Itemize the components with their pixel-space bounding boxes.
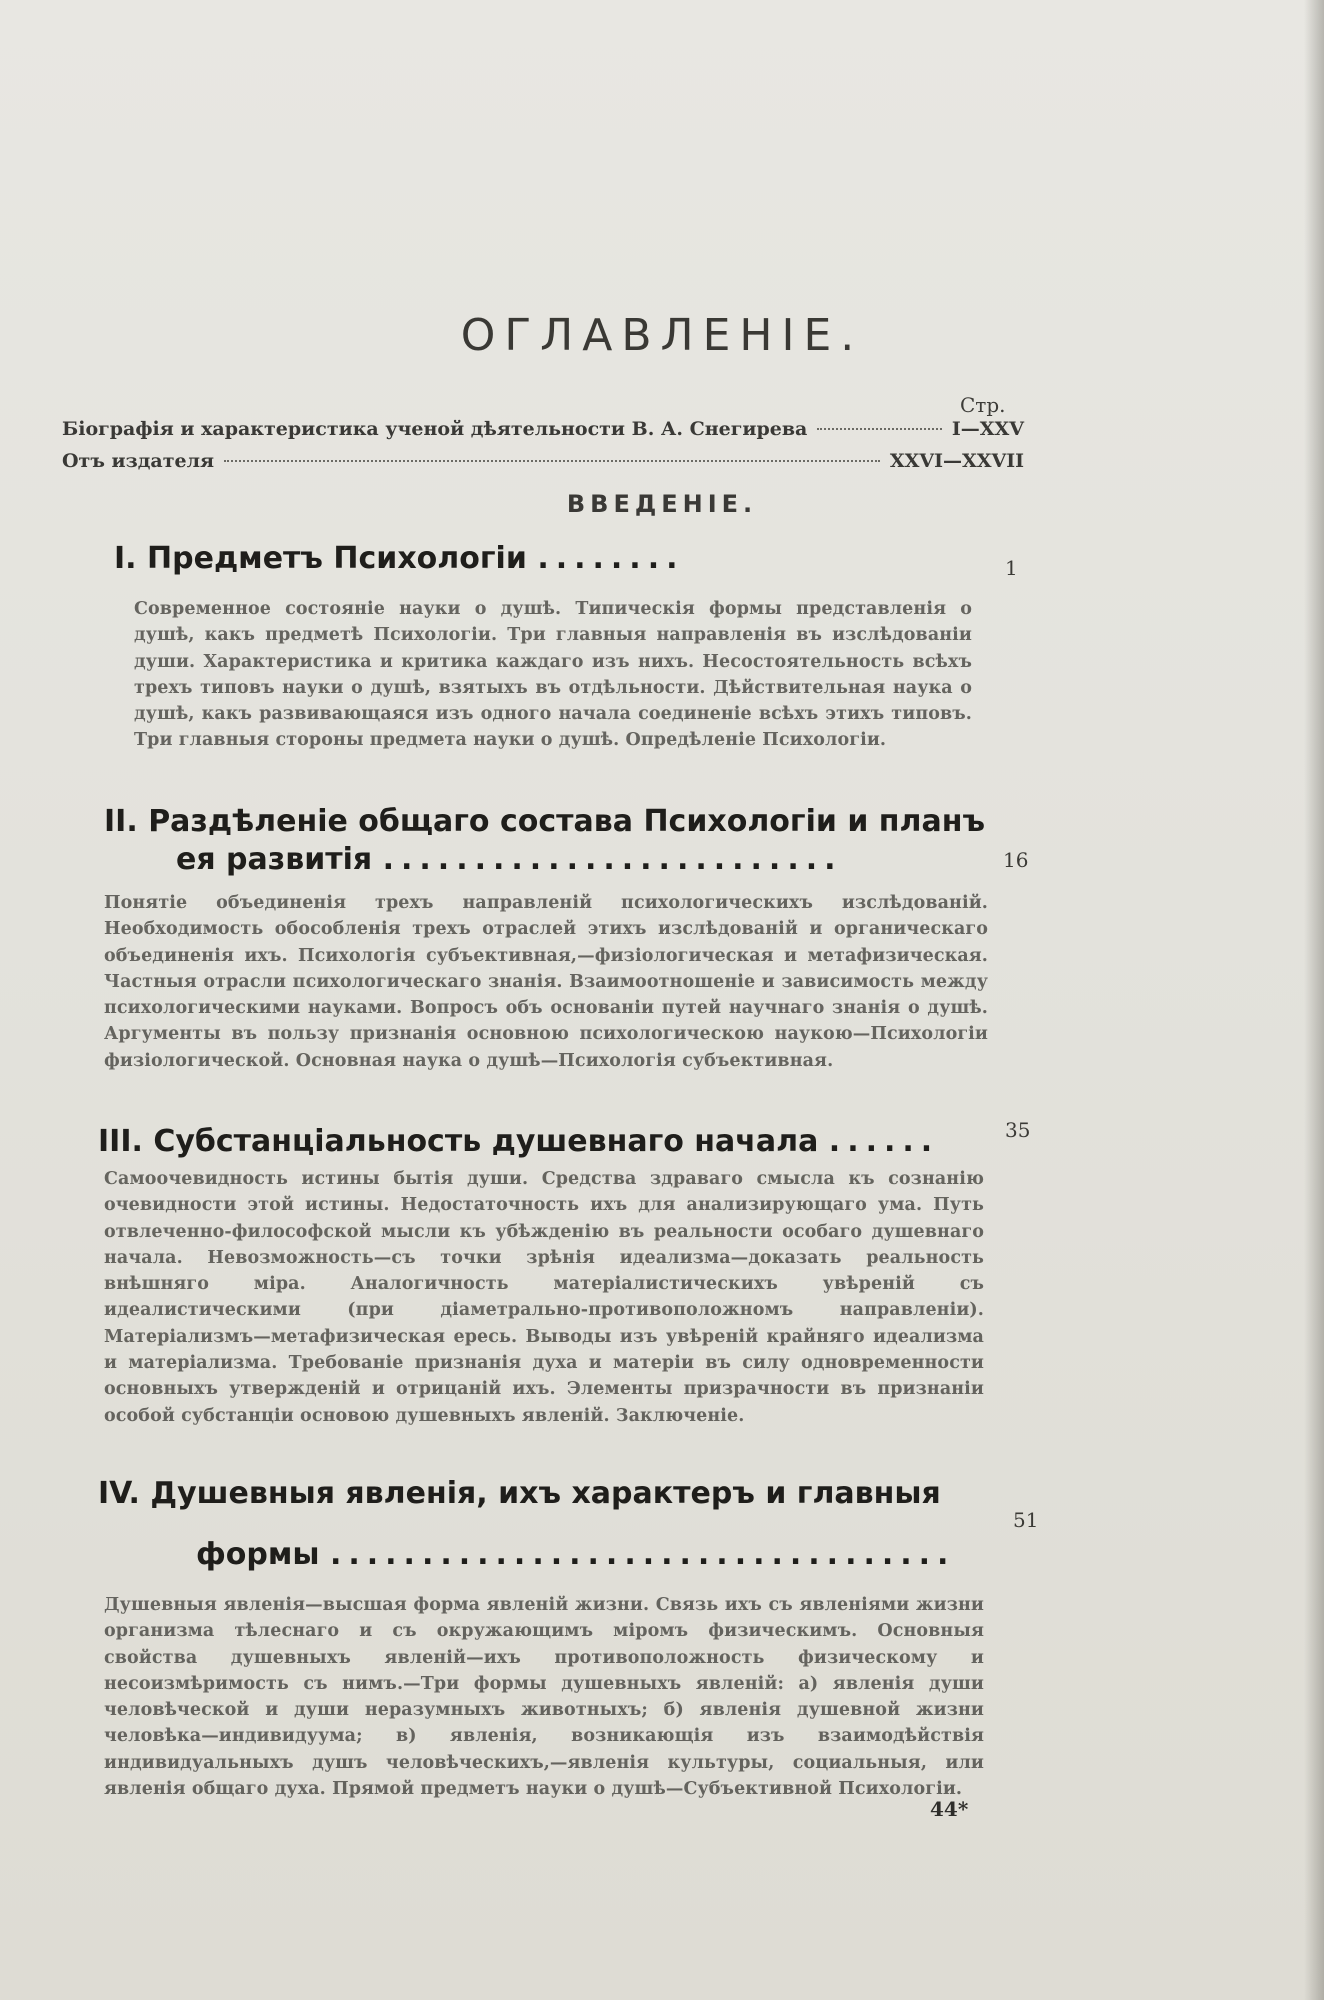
dot-leader — [817, 427, 942, 430]
front-matter-page: XXVI—XXVII — [889, 450, 1024, 472]
dot-leader: ...... — [828, 1124, 940, 1159]
entry-summary: Самоочевидность истины бытія души. Средства здраваго смысла къ сознанію очевидности этой истины. Недостаточность ихъ для анализирующаго ума. Путь отвлеченно-философской мысли къ убѣжденію въ реальности особаго душевнаго начала. Невозможность—съ точки зрѣнія идеализма—доказать реальность внѣшняго міра. Аналогичность матеріалистическихъ увѣреній съ идеалистическими (при діаметрально-противоположномъ направленіи). Матеріализмъ—метафизическая ересь. Выводы изъ увѣреній крайняго идеализма и матеріализма. Требованіе признанія духа и матеріи въ силу одновременности основныхъ утвержденій и отрицаній ихъ. Элементы призрачности въ признаніи особой субстанціи основою душевныхъ явленій. Заключеніе. — [104, 1169, 984, 1426]
toc-entry-title — [98, 1476, 941, 1511]
front-matter-row-publisher — [62, 450, 1024, 472]
front-matter-page: I—XXV — [951, 418, 1024, 440]
toc-entry-title — [114, 541, 684, 576]
entry-summary: Понятіе объединенія трехъ направленій психологическихъ изслѣдованій. Необходимость обособленія трехъ отраслей этихъ изслѣдованій и органическаго объединенія ихъ. Психологія субъективная,—физіологическая и метафизическая. Частныя отрасли психологическаго знанія. Взаимоотношеніе и зависимость между психологическими науками. Вопросъ объ основаніи путей научнаго знанія о душѣ. Аргументы въ пользу признанія основною психологическою наукою—Психологіи физіологической. Основная наука о душѣ—Психологія субъективная. — [104, 893, 988, 1071]
toc-entry-title-continuation — [176, 842, 843, 877]
page-column-label: Стр. — [960, 393, 1006, 417]
entry-title-text: Душевныя явленія, ихъ характеръ и главныя — [150, 1476, 941, 1511]
entry-title-text: Предметъ Психологіи — [147, 541, 527, 576]
entry-title-text: ея развитія — [176, 842, 373, 877]
entry-page-number: 51 — [1013, 1508, 1039, 1532]
entry-numeral: I. — [114, 541, 137, 576]
entry-page-number: 35 — [1005, 1118, 1031, 1142]
dot-leader: ........ — [537, 541, 685, 576]
dot-leader — [224, 459, 880, 462]
section-heading: ВВЕДЕНІЕ. — [566, 490, 758, 518]
front-matter-label: Біографія и характеристика ученой дѣятельности В. А. Снегирева — [62, 418, 808, 440]
entry-numeral: IV. — [98, 1476, 140, 1511]
front-matter-row-biography — [62, 418, 1024, 440]
dot-leader: .................................. — [329, 1537, 956, 1572]
entry-title-text: Раздѣленіе общаго состава Психологіи и планъ — [148, 804, 986, 839]
page-title: ОГЛАВЛЕНІЕ. — [460, 310, 864, 361]
front-matter-label: Отъ издателя — [62, 450, 214, 472]
entry-page-number: 1 — [1005, 556, 1018, 580]
entry-title-text: формы — [196, 1537, 320, 1572]
toc-entry-title — [98, 1124, 939, 1159]
dot-leader: ......................... — [382, 842, 843, 877]
signature-mark: 44* — [930, 1797, 969, 1821]
toc-entry-title-continuation — [196, 1537, 955, 1572]
toc-entry-title — [104, 804, 985, 839]
entry-numeral: II. — [104, 804, 138, 839]
entry-page-number: 16 — [1003, 848, 1029, 872]
entry-numeral: III. — [98, 1124, 143, 1159]
entry-summary: Душевныя явленія—высшая форма явленій жизни. Связь ихъ съ явленіями жизни организма тѣлеснаго и съ окружающимъ міромъ физическимъ. Основныя свойства душевныхъ явленій—ихъ противоположность физическому и несоизмѣримость съ нимъ.—Три формы душевныхъ явленій: а) явленія души человѣческой и души неразумныхъ животныхъ; б) явленія душевной жизни человѣка—индивидуума; в) явленія, возникающія изъ взаимодѣйствія индивидуальныхъ душъ человѣческихъ,—явленія культуры, социальныя, или явленія общаго духа. Прямой предметъ науки о душѣ—Субъективной Психологіи. — [104, 1595, 984, 1800]
entry-summary: Современное состояніе науки о душѣ. Типическія формы представленія о душѣ, какъ предметѣ Психологіи. Три главныя направленія въ изслѣдованіи души. Характеристика и критика каждаго изъ нихъ. Несостоятельность всѣхъ трехъ типовъ науки о душѣ, взятыхъ въ отдѣльности. Дѣйствительная наука о душѣ, какъ развивающаяся изъ одного начала соединеніе всѣхъ этихъ типовъ. Три главныя стороны предмета науки о душѣ. Опредѣленіе Психологіи. — [134, 599, 972, 751]
entry-title-text: Субстанціальность душевнаго начала — [153, 1124, 819, 1159]
